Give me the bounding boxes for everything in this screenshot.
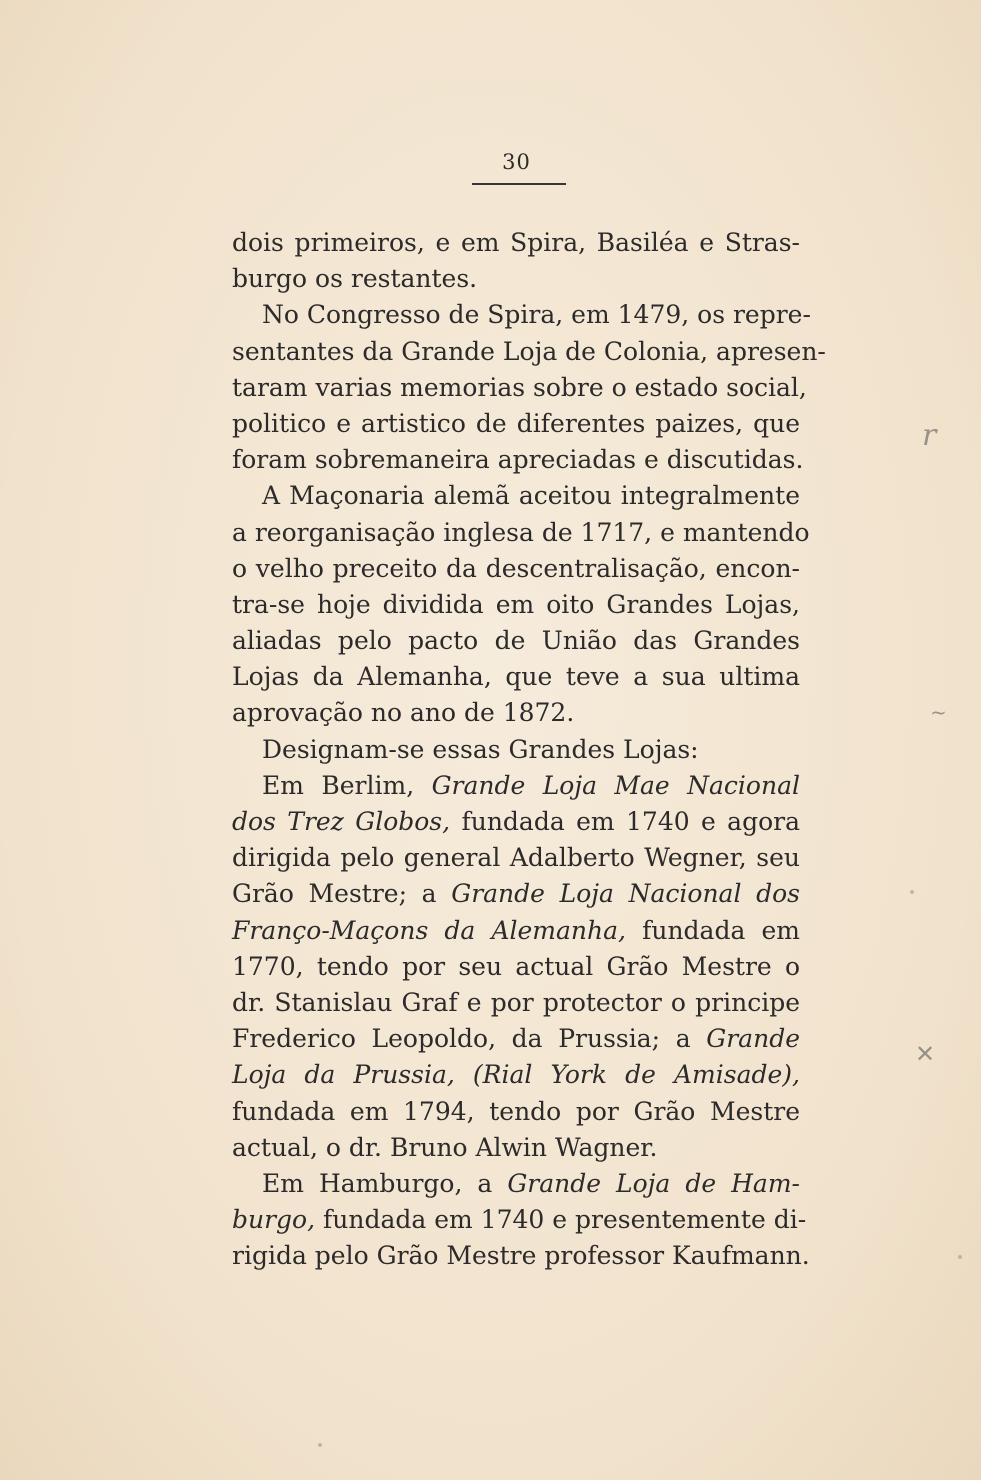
margin-mark-dash: ~: [930, 700, 947, 724]
text-line: rigida pelo Grão Mestre professor Kaufmann.: [232, 1241, 810, 1271]
text-line: burgo os restantes.: [232, 264, 478, 294]
text-line: o velho preceito da descentralisação, encon-: [232, 553, 800, 583]
text-line: [232, 1166, 800, 1202]
paper-speck: [910, 890, 914, 894]
text-line: 1770, tendo por seu actual Grão Mestre o: [232, 951, 800, 981]
paper-speck: [958, 1255, 962, 1259]
margin-mark-x: ✕: [915, 1040, 936, 1068]
text-line: sentantes da Grande Loja de Colonia, apresen-: [232, 336, 826, 366]
text-line: [232, 913, 800, 949]
italic-segment: Grande Loja Mae Nacional: [431, 770, 800, 800]
text-line: dois primeiros, e em Spira, Basiléa e Stras-: [232, 228, 800, 257]
italic-segment: Loja da Prussia, (Rial York de Amisade),: [232, 1060, 800, 1090]
text-line: aliadas pelo pacto de União das Grandes: [232, 626, 800, 656]
text-line: [232, 1202, 807, 1238]
text-line: Lojas da Alemanha, que teve a sua ultima: [232, 662, 800, 692]
text-line: [232, 1057, 800, 1093]
text-line: A Maçonaria alemã aceitou integralmente: [262, 481, 800, 511]
text-segment: fundada em: [625, 915, 800, 945]
text-line: dr. Stanislau Graf e por protector o principe: [232, 987, 800, 1017]
text-line: fundada em 1794, tendo por Grão Mestre: [232, 1096, 800, 1126]
italic-segment: Grande Loja de Ham-: [507, 1168, 800, 1198]
body-text: [232, 225, 826, 1274]
text-segment: Em Hamburgo, a: [262, 1168, 508, 1198]
text-segment: Frederico Leopoldo, da Prussia; a: [232, 1024, 707, 1054]
text-line: [232, 1021, 800, 1057]
page-number-rule: [472, 183, 566, 185]
italic-segment: Grande: [706, 1024, 800, 1054]
text-line: taram varias memorias sobre o estado social,: [232, 372, 807, 402]
italic-segment: burgo,: [232, 1205, 316, 1235]
text-line: a reorganisação inglesa de 1717, e mantendo: [232, 517, 810, 547]
text-segment: fundada em 1740 e presentemente di-: [315, 1205, 807, 1235]
text-line: actual, o dr. Bruno Alwin Wagner.: [232, 1132, 658, 1162]
text-line: Designam-se essas Grandes Lojas:: [262, 734, 699, 764]
text-segment: fundada em 1740 e agora: [450, 807, 800, 836]
text-line: politico e artistico de diferentes paizes, que: [232, 408, 800, 438]
text-line: [232, 768, 800, 804]
italic-segment: Franço-Maçons da Alemanha,: [232, 915, 626, 945]
text-line: aprovação no ano de 1872.: [232, 698, 575, 728]
text-line: dirigida pelo general Adalberto Wegner, seu: [232, 843, 800, 873]
italic-segment: Grande Loja Nacional dos: [451, 879, 800, 909]
paper-speck: [318, 1443, 322, 1447]
text-line: [232, 804, 800, 840]
text-line: No Congresso de Spira, em 1479, os repre-: [262, 300, 811, 330]
text-segment: Em Berlim,: [262, 770, 432, 800]
text-line: [232, 876, 800, 912]
italic-segment: dos Trez Globos,: [232, 807, 451, 836]
text-segment: Grão Mestre; a: [232, 879, 452, 909]
text-line: tra-se hoje dividida em oito Grandes Lojas,: [232, 589, 800, 619]
margin-mark-r: r: [922, 418, 937, 453]
page-number: 30: [502, 150, 531, 174]
text-line: foram sobremaneira apreciadas e discutidas.: [232, 445, 804, 475]
